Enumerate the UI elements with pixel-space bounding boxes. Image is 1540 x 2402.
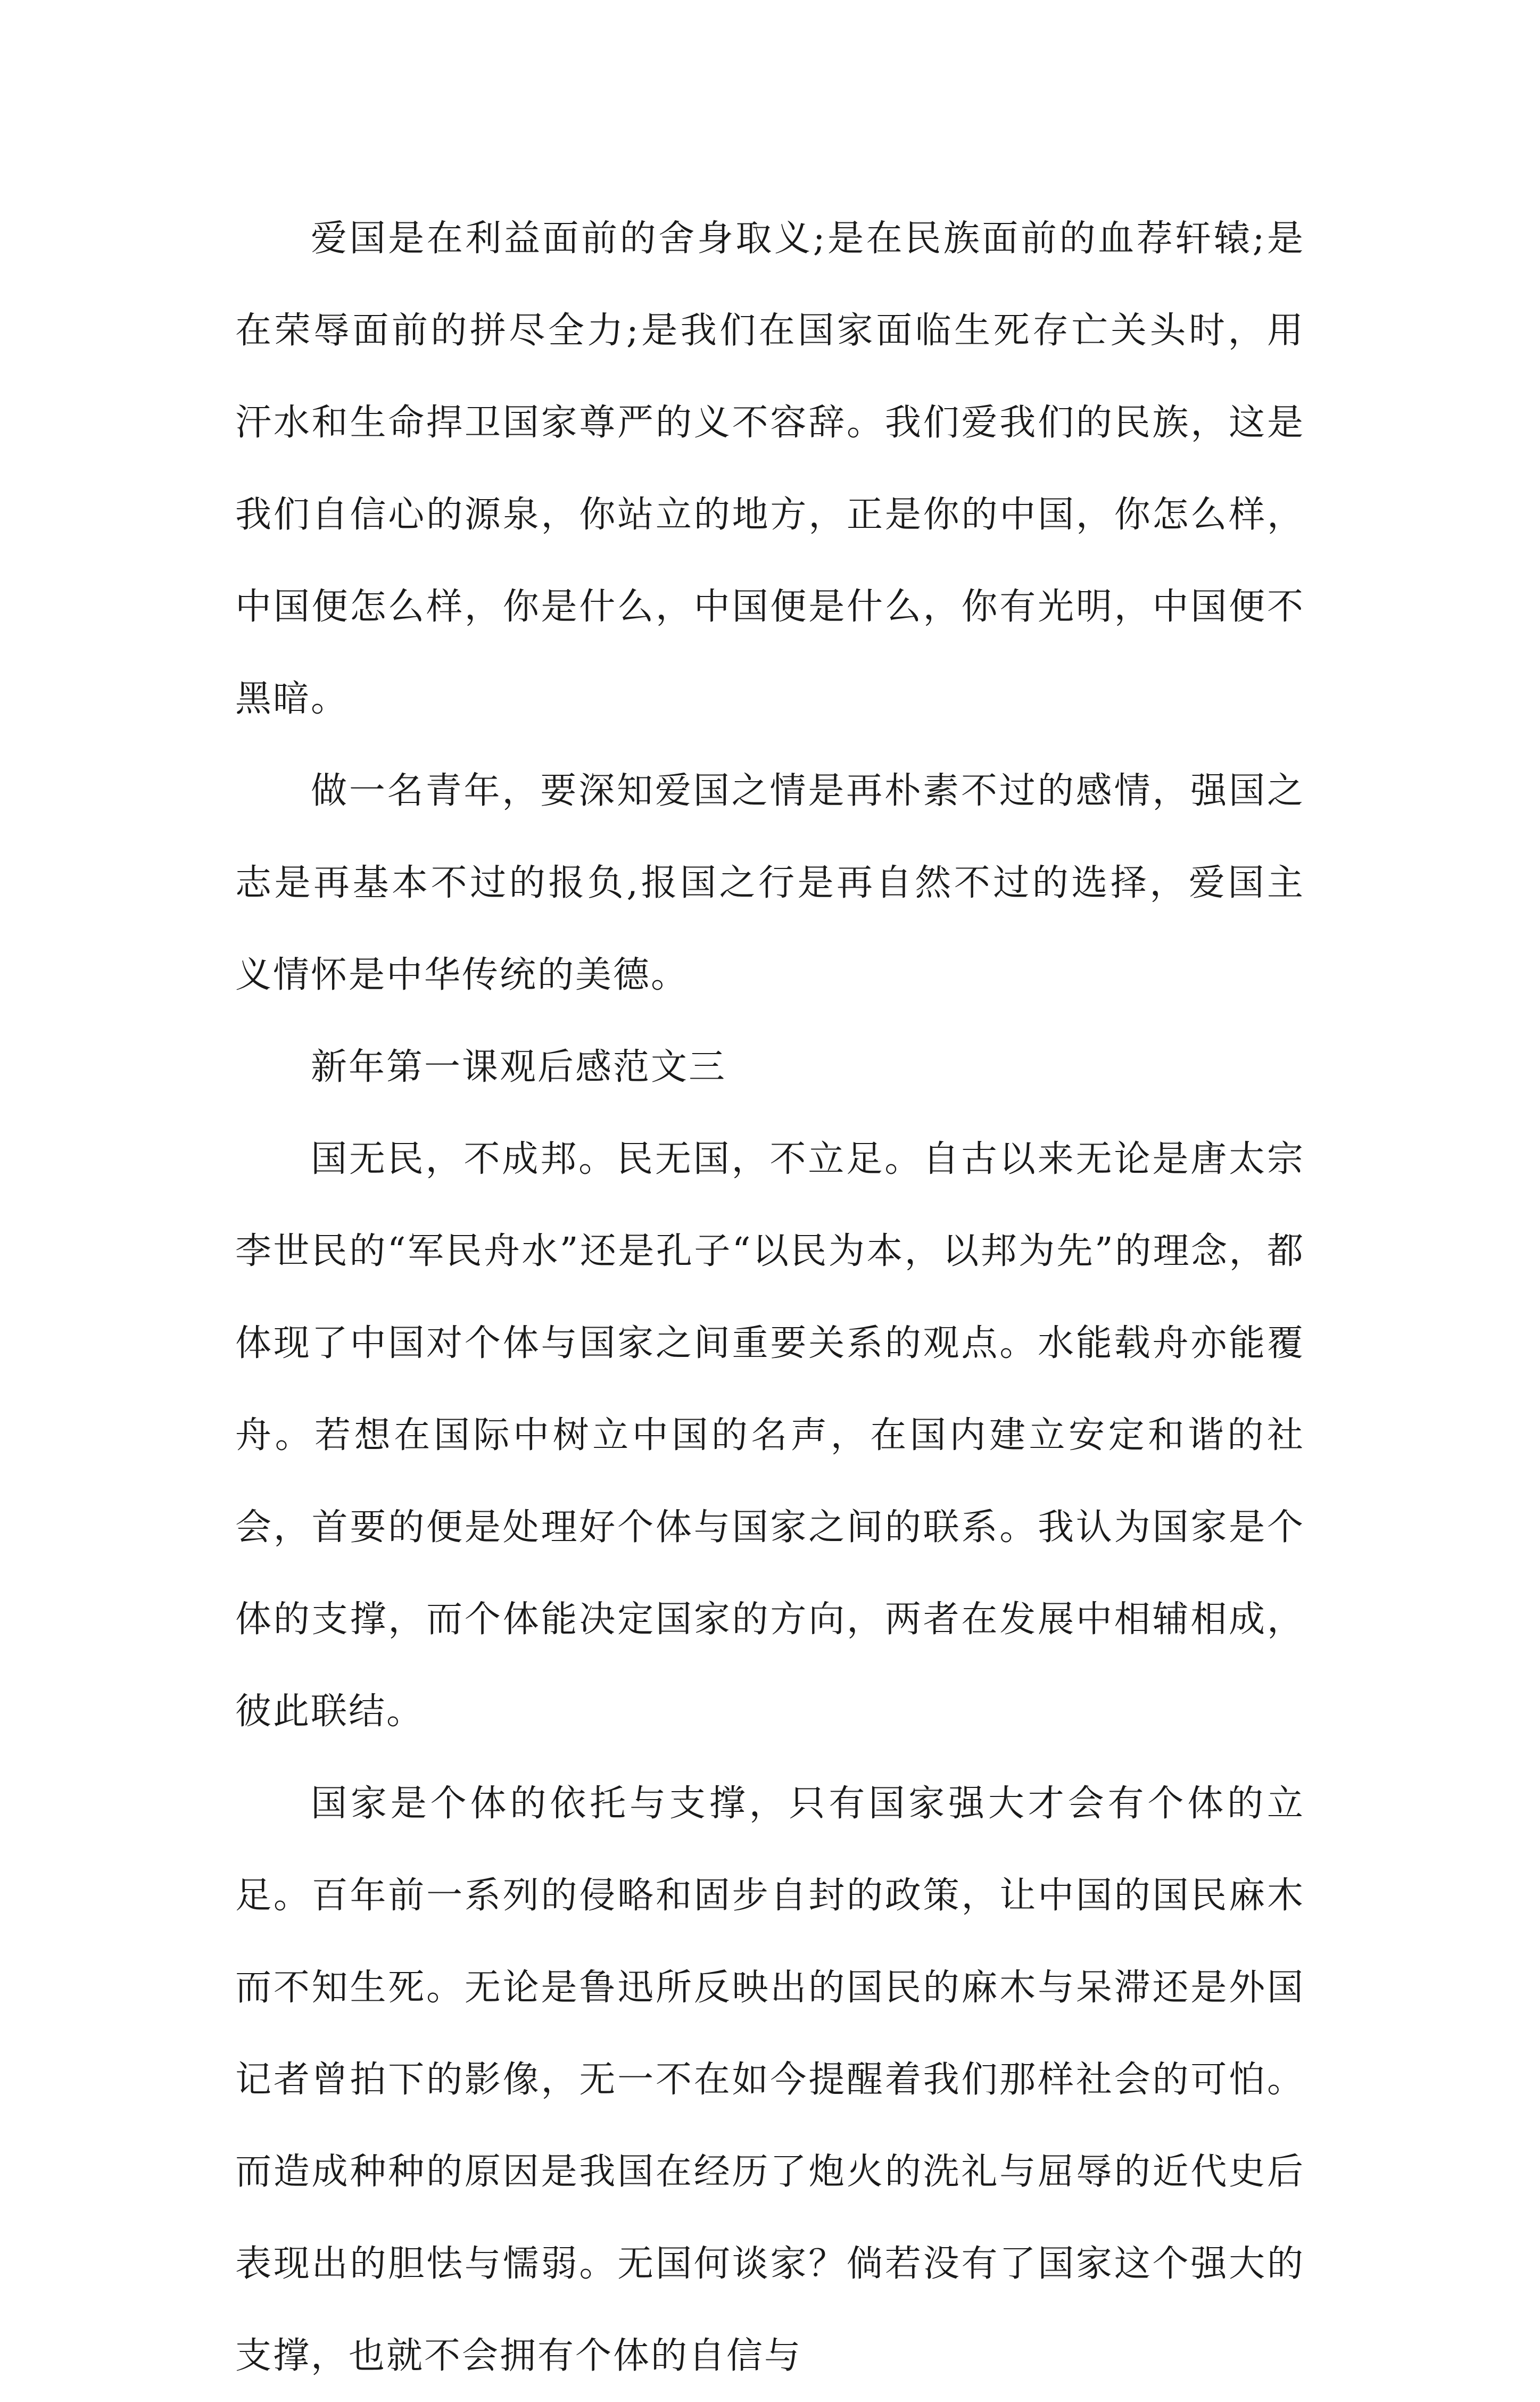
paragraph-nation-support: 国家是个体的依托与支撑，只有国家强大才会有个体的立足。百年前一系列的侵略和固步自封的政策，让中国的国民麻木而不知生死。无论是鲁迅所反映出的国民的麻木与呆滞还是外国记者曾拍下的影像，无一不在如今提醒着我们那样社会的可怕。而造成种种的原因是我国在经历了炮火的洗礼与屈辱的近代史后表现出的胆怯与懦弱。无国何谈家？倘若没有了国家这个强大的支撑，也就不会拥有个体的自信与 — [235, 1783, 1305, 2377]
paragraph-youth: 做一名青年，要深知爱国之情是再朴素不过的感情，强国之志是再基本不过的报负,报国之行是再自然不过的选择，爱国主义情怀是中华传统的美德。 — [235, 770, 1305, 996]
document-body — [235, 193, 1305, 2402]
paragraph-nation-people: 国无民，不成邦。民无国，不立足。自古以来无论是唐太宗李世民的“军民舟水”还是孔子“以民为本，以邦为先”的理念，都体现了中国对个体与国家之间重要关系的观点。水能载舟亦能覆舟。若想在国际中树立中国的名声，在国内建立安定和谐的社会，首要的便是处理好个体与国家之间的联系。我认为国家是个体的支撑，而个体能决定国家的方向，两者在发展中相辅相成，彼此联结。 — [235, 1138, 1305, 1733]
paragraph-patriotism: 爱国是在利益面前的舍身取义;是在民族面前的血荐轩辕;是在荣辱面前的拼尽全力;是我们在国家面临生死存亡关头时，用汗水和生命捍卫国家尊严的义不容辞。我们爱我们的民族，这是我们自信心的源泉，你站立的地方，正是你的中国，你怎么样，中国便怎么样，你是什么，中国便是什么，你有光明，中国便不黑暗。 — [235, 218, 1305, 720]
section-heading: 新年第一课观后感范文三 — [311, 1046, 727, 1088]
